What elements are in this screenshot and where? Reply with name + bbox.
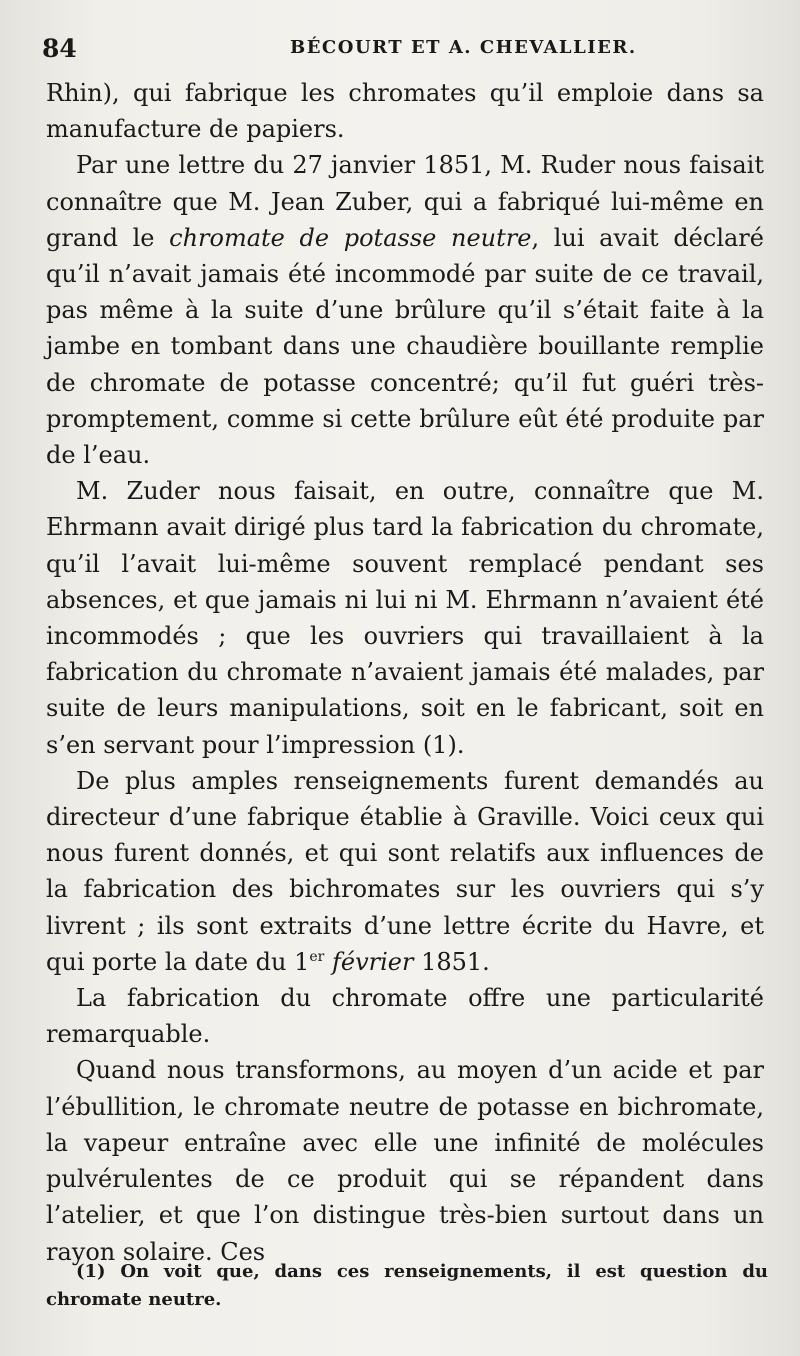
paragraph-3-text: M. Zuder nous faisait, en outre, connaître que M. Ehrmann avait dirigé plus tard la fabrication du chromate, qu’il l’avait lui-même souvent remplacé pendant ses absences, et que jamais ni lui ni M. Ehrmann n’avaient été incommodés ; que les ouvriers qui travaillaient à la fabrication du chromate n’avaient jamais été malades, par suite de leurs manipulations, soit en le fabricant, soit en s’en servant pour l’impression (1). [46, 477, 764, 759]
paragraph-4-text-before-sup: De plus amples renseignements furent demandés au directeur d’une fabrique établie à Graville. Voici ceux qui nous furent donnés, et qui sont relatifs aux influences de la fabrication des bichromates sur les ouvriers qui s’y livrent ; ils sont extraits d’une lettre écrite du Havre, et qui porte la date du 1 [46, 766, 764, 976]
page-number: 84 [42, 34, 77, 63]
running-head: BÉCOURT ET A. CHEVALLIER. [290, 37, 637, 58]
paragraph-1-text: Rhin), qui fabrique les chromates qu’il emploie dans sa manufacture de papiers. [46, 79, 764, 144]
page-header [42, 34, 760, 68]
footnote-1-text: (1) On voit que, dans ces renseignements, il est question du chromate neutre. [46, 1261, 768, 1310]
paragraph-4 [46, 763, 764, 980]
paragraph-2-text-after-italic: , lui avait déclaré qu’il n’avait jamais été incommodé par suite de ce travail, pas même à la suite d’une brûlure qu’il s’était faite à la jambe en tombant dans une chaudière bouillante remplie de chromate de potasse concentré; qu’il fut guéri très-promptement, comme si cette brûlure eût été produite par de l’eau. [46, 223, 764, 470]
paragraph-5-text: La fabrication du chromate offre une particularité remarquable. [46, 984, 764, 1049]
paragraph-6-text: Quand nous transformons, au moyen d’un acide et par l’ébullition, le chromate neutre de potasse en bichromate, la vapeur entraîne avec elle une infinité de molécules pulvérulentes de ce produit qui se répandent dans l’atelier, et que l’on distingue très-bien surtout dans un rayon solaire. Ces [46, 1056, 764, 1266]
paragraph-2 [46, 147, 764, 473]
chemical-name-italic: chromate de potasse neutre [169, 223, 532, 252]
paragraph-2-text-before-italic: Par une lettre du 27 janvier 1851, M. Ruder nous faisait connaître que M. Jean Zuber, qui a fabriqué lui-même en grand le [46, 151, 764, 252]
footnotes [46, 1258, 768, 1314]
paragraph-1 [46, 75, 764, 147]
paragraph-3 [46, 473, 764, 763]
ordinal-superscript: er [309, 948, 325, 965]
date-month-italic: février [332, 947, 414, 976]
paragraph-4-text-after-italic: 1851. [413, 947, 490, 976]
footnote-1 [46, 1258, 768, 1314]
paragraph-5 [46, 980, 764, 1052]
main-text [46, 75, 764, 1270]
paragraph-6 [46, 1052, 764, 1269]
